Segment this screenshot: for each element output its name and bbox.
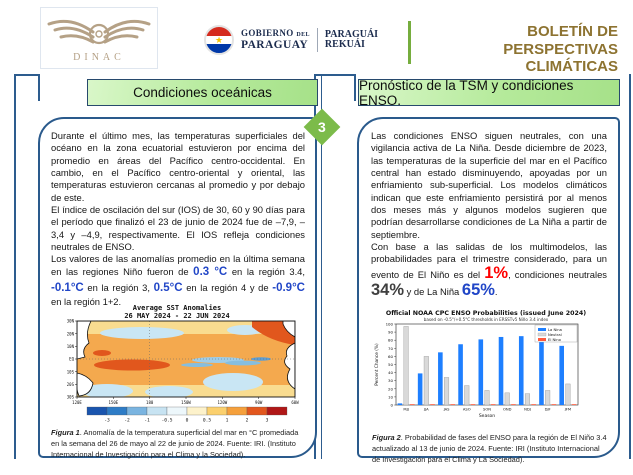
anomaly-value-nino3: -0.1°C: [51, 281, 84, 294]
frame-right-vertical: [629, 74, 631, 459]
gov-wordmark: [241, 29, 310, 51]
header-accent-divider: [408, 21, 411, 64]
bar-la-nina: [398, 403, 403, 405]
lat-tick-label: 20S: [66, 381, 74, 387]
ocean-conditions-panel: [38, 117, 317, 458]
lon-tick-label: 90W: [255, 400, 263, 405]
bar-neutral: [424, 356, 429, 405]
enso-probabilities-chart: [368, 307, 600, 427]
enso-forecast-panel: [357, 117, 620, 465]
x-axis-label: Season: [478, 414, 496, 419]
lon-tick-label: 120E: [72, 400, 82, 405]
bar-neutral: [525, 394, 530, 405]
colorbar-segment: [87, 407, 107, 415]
bar-neutral: [566, 384, 571, 405]
colorbar-tick-label: 0.5: [202, 418, 212, 424]
colorbar-tick-label: -1: [144, 418, 150, 424]
chart-subtitle: based on -0.5°/+0.5°C thresholds in ERSSTv5 Niño 3.4 index: [423, 317, 549, 322]
legend-label: La Nina: [548, 328, 562, 332]
probability-lanina: 65%: [461, 280, 495, 299]
probability-text: , condiciones neutrales: [508, 269, 607, 281]
ocean-conditions-text: [51, 130, 305, 308]
lon-tick-label: 120W: [217, 400, 228, 405]
paraguay-flag-icon: [204, 25, 234, 55]
bar-el-nino: [471, 404, 476, 405]
figure2-caption-text: . Probabilidad de fases del ENSO para la región de El Niño 3.4 actualizado al 13 de junio de 2024. Fuente: IRI (Instituto Internacional de Investigación para el Clima y La Sociedad).: [372, 433, 607, 465]
y-tick-label: 20: [388, 386, 393, 392]
bar-el-nino: [430, 404, 435, 405]
frame-left-top-stub: [14, 74, 39, 76]
x-tick-label: SON: [482, 407, 492, 412]
x-tick-label: NDJ: [524, 407, 531, 412]
lat-tick-label: 30S: [66, 394, 74, 400]
lat-tick-label: 10N: [66, 343, 74, 349]
colorbar-segment: [267, 407, 287, 415]
colorbar-tick-label: -2: [124, 418, 130, 424]
enso-forecast-text: [371, 130, 607, 298]
colorbar-tick-label: 3: [265, 418, 269, 424]
enso-paragraph-2: [371, 241, 607, 299]
colorbar-segment: [227, 407, 247, 415]
bar-neutral: [545, 390, 550, 405]
y-axis-label: Percent Chance (%): [375, 343, 380, 386]
lon-tick-label: 150E: [108, 400, 119, 405]
bar-el-nino: [450, 404, 455, 405]
colorbar-segment: [107, 407, 127, 415]
sst-anomaly-map-figure: [47, 303, 307, 427]
bar-la-nina: [519, 336, 524, 405]
star-icon: ★: [214, 34, 224, 45]
lat-tick-label: 20N: [66, 331, 74, 337]
gov-line3: PARAGUÁI: [324, 28, 379, 40]
figure2-label: Figura 2: [372, 433, 401, 442]
lon-tick-label: 150W: [181, 400, 191, 405]
colorbar-segment: [147, 407, 167, 415]
dinac-wings-icon: [43, 10, 155, 66]
map-colorbar: [87, 407, 287, 424]
bulletin-title-line1: BOLETÍN DE PERSPECTIVAS: [503, 23, 618, 58]
anomaly-text: en la región 3,: [83, 281, 154, 293]
probability-text: .: [494, 285, 498, 297]
figure1-label: Figura 1: [51, 428, 80, 437]
bar-el-nino: [552, 404, 557, 405]
bar-neutral: [444, 377, 449, 405]
bar-la-nina: [499, 337, 504, 405]
bar-el-nino: [410, 404, 415, 405]
bar-el-nino: [491, 404, 496, 405]
probability-text: y de La Niña: [404, 285, 462, 297]
legend-label: Neutral: [548, 333, 562, 337]
ocean-paragraph-2: El índice de oscilación del sur (IOS) de 30, 60 y 90 días para el período que finalizó el 23 de junio de 2024 fue de –7,9, –3,4 y –4,9, respectivamente. El IOS refleja condiciones neutrales de ENSO.: [51, 203, 305, 252]
ocean-paragraph-1: Durante el último mes, las temperaturas superficiales del océano en la zona ecuatorial estuvieron por encima del promedio en áreas del Pacífico centro-occidental. En cambio, en el Pacífico centro-oriental y oriental, las temperaturas estuvieron cercanas al promedio y por debajo de este.: [51, 130, 305, 203]
lat-tick-label: 30N: [66, 318, 74, 324]
left-section-title: [87, 79, 318, 106]
gov-logo: [204, 25, 378, 55]
bar-la-nina: [559, 346, 564, 405]
bar-el-nino: [531, 404, 536, 405]
lat-tick-label: EQ: [69, 356, 74, 362]
x-tick-label: JAS: [443, 407, 450, 412]
y-tick-label: 70: [388, 345, 393, 351]
map-title: Average SST Anomalies: [132, 304, 222, 312]
sst-map-art: [76, 321, 295, 398]
probability-elnino: 1%: [484, 264, 509, 283]
bulletin-title-line2: CLIMÁTICAS: [525, 58, 618, 75]
anomaly-text: en la región 4 y de: [182, 281, 273, 293]
y-tick-label: 40: [388, 370, 393, 376]
bar-la-nina: [418, 373, 423, 405]
bar-la-nina: [458, 344, 463, 405]
anomaly-text: en la región 3.4,: [227, 266, 306, 278]
chart-title: Official NOAA CPC ENSO Probabilities (issued June 2024): [385, 310, 587, 317]
probability-text: Con base a las salidas de los multimodelos, las probabilidades para el trimestre considerado, para un evento de El Niño es del: [371, 240, 607, 281]
frame-right-drop-stub: [354, 74, 356, 101]
dinac-logo: [40, 7, 158, 69]
anomaly-value-nino4: 0.5°C: [153, 281, 183, 294]
gov-wordmark-guarani: [325, 30, 378, 51]
right-section-title: [358, 79, 620, 106]
ocean-paragraph-3: [51, 253, 305, 308]
y-tick-label: 90: [388, 329, 393, 335]
lon-tick-label: 60W: [291, 400, 299, 405]
bar-neutral: [505, 393, 510, 405]
step-badge-number: 3: [318, 118, 326, 135]
colorbar-tick-label: -0.5: [161, 418, 173, 424]
x-tick-label: DJF: [544, 407, 551, 412]
legend-swatch: [538, 338, 546, 341]
gov-line4: REKUÁI: [324, 39, 365, 50]
y-tick-label: 80: [388, 337, 393, 343]
gov-line1: GOBIERNO: [241, 28, 294, 39]
bar-la-nina: [438, 352, 443, 405]
bar-neutral: [485, 390, 490, 405]
bar-neutral: [404, 326, 409, 405]
gov-line2: PARAGUAY: [241, 38, 309, 51]
bar-el-nino: [511, 404, 516, 405]
left-section-title-text: Condiciones oceánicas: [133, 85, 272, 100]
legend-swatch: [538, 333, 546, 336]
probability-neutral: 34%: [371, 280, 405, 299]
frame-left-drop-stub: [38, 74, 40, 101]
lat-tick-label: 10S: [66, 369, 74, 375]
x-tick-label: JJA: [424, 407, 429, 412]
anomaly-text: Los valores de las anomalías promedio en la última semana en las regiones Niño fueron de: [51, 253, 305, 278]
colorbar-segment: [167, 407, 187, 415]
x-tick-label: ASO: [462, 407, 471, 412]
figure1-caption-text: . Anomalía de la temperatura superficial del mar en °C promediada en la semana del 26 de mayo al 22 de junio de 2024. Fuente: IRI. (Instituto Internacional de Investigación para el Clima y la Sociedad).: [51, 428, 299, 460]
colorbar-tick-label: 0: [185, 418, 189, 424]
colorbar-segment: [187, 407, 207, 415]
enso-paragraph-1: Las condiciones ENSO siguen neutrales, con una vigilancia activa de La Niña. Desde diciembre de 2023, las temperaturas de la superficie del mar en el Pacífico central han estado disminuyendo, apoyadas por un enfriamiento sub-superficial. Los modelos climáticos indican que este enfriamiento persistirá por al menos dos meses más y algunos modelos sugieren que podrían desarrollarse condiciones de La Niña a partir de septiembre.: [371, 130, 607, 240]
colorbar-segment: [127, 407, 147, 415]
legend-label: El Nino: [548, 338, 561, 342]
y-tick-label: 50: [388, 362, 393, 367]
x-tick-label: OND: [502, 407, 512, 412]
bulletin-title: [418, 23, 618, 76]
colorbar-segment: [207, 407, 227, 415]
y-tick-label: 10: [388, 394, 393, 400]
bar-el-nino: [572, 404, 577, 405]
figure2-caption: [372, 432, 608, 465]
x-tick-label: JFM: [564, 407, 572, 412]
legend-swatch: [538, 328, 546, 331]
bar-neutral: [464, 386, 469, 405]
y-tick-label: 0: [390, 402, 393, 408]
dinac-label: DINAC: [73, 52, 125, 63]
x-tick-label: MJJ: [403, 407, 409, 412]
colorbar-tick-label: -3: [104, 418, 110, 424]
y-tick-label: 30: [388, 378, 393, 384]
colorbar-tick-label: 2: [245, 418, 249, 424]
gov-divider: [317, 28, 318, 52]
map-date-range: 26 MAY 2024 - 22 JUN 2024: [124, 312, 230, 320]
right-section-title-text: Pronóstico de la TSM y condiciones ENSO.: [359, 77, 574, 108]
frame-left-vertical: [14, 74, 16, 459]
anomaly-value-nino34: 0.3 °C: [193, 266, 228, 279]
figure1-caption: [51, 427, 305, 460]
anomaly-value-nino12: -0.9°C: [272, 281, 305, 294]
colorbar-tick-label: 1: [225, 418, 229, 424]
y-tick-label: 100: [385, 321, 393, 327]
bar-la-nina: [479, 339, 484, 405]
gov-line1-small: DEL: [296, 32, 310, 39]
anomaly-text: en la región 1+2.: [51, 295, 122, 307]
frame-mid-top-stub: [314, 74, 356, 76]
y-tick-label: 60: [388, 353, 393, 359]
bar-la-nina: [539, 339, 544, 405]
colorbar-segment: [247, 407, 267, 415]
lon-tick-label: 180: [146, 400, 154, 405]
